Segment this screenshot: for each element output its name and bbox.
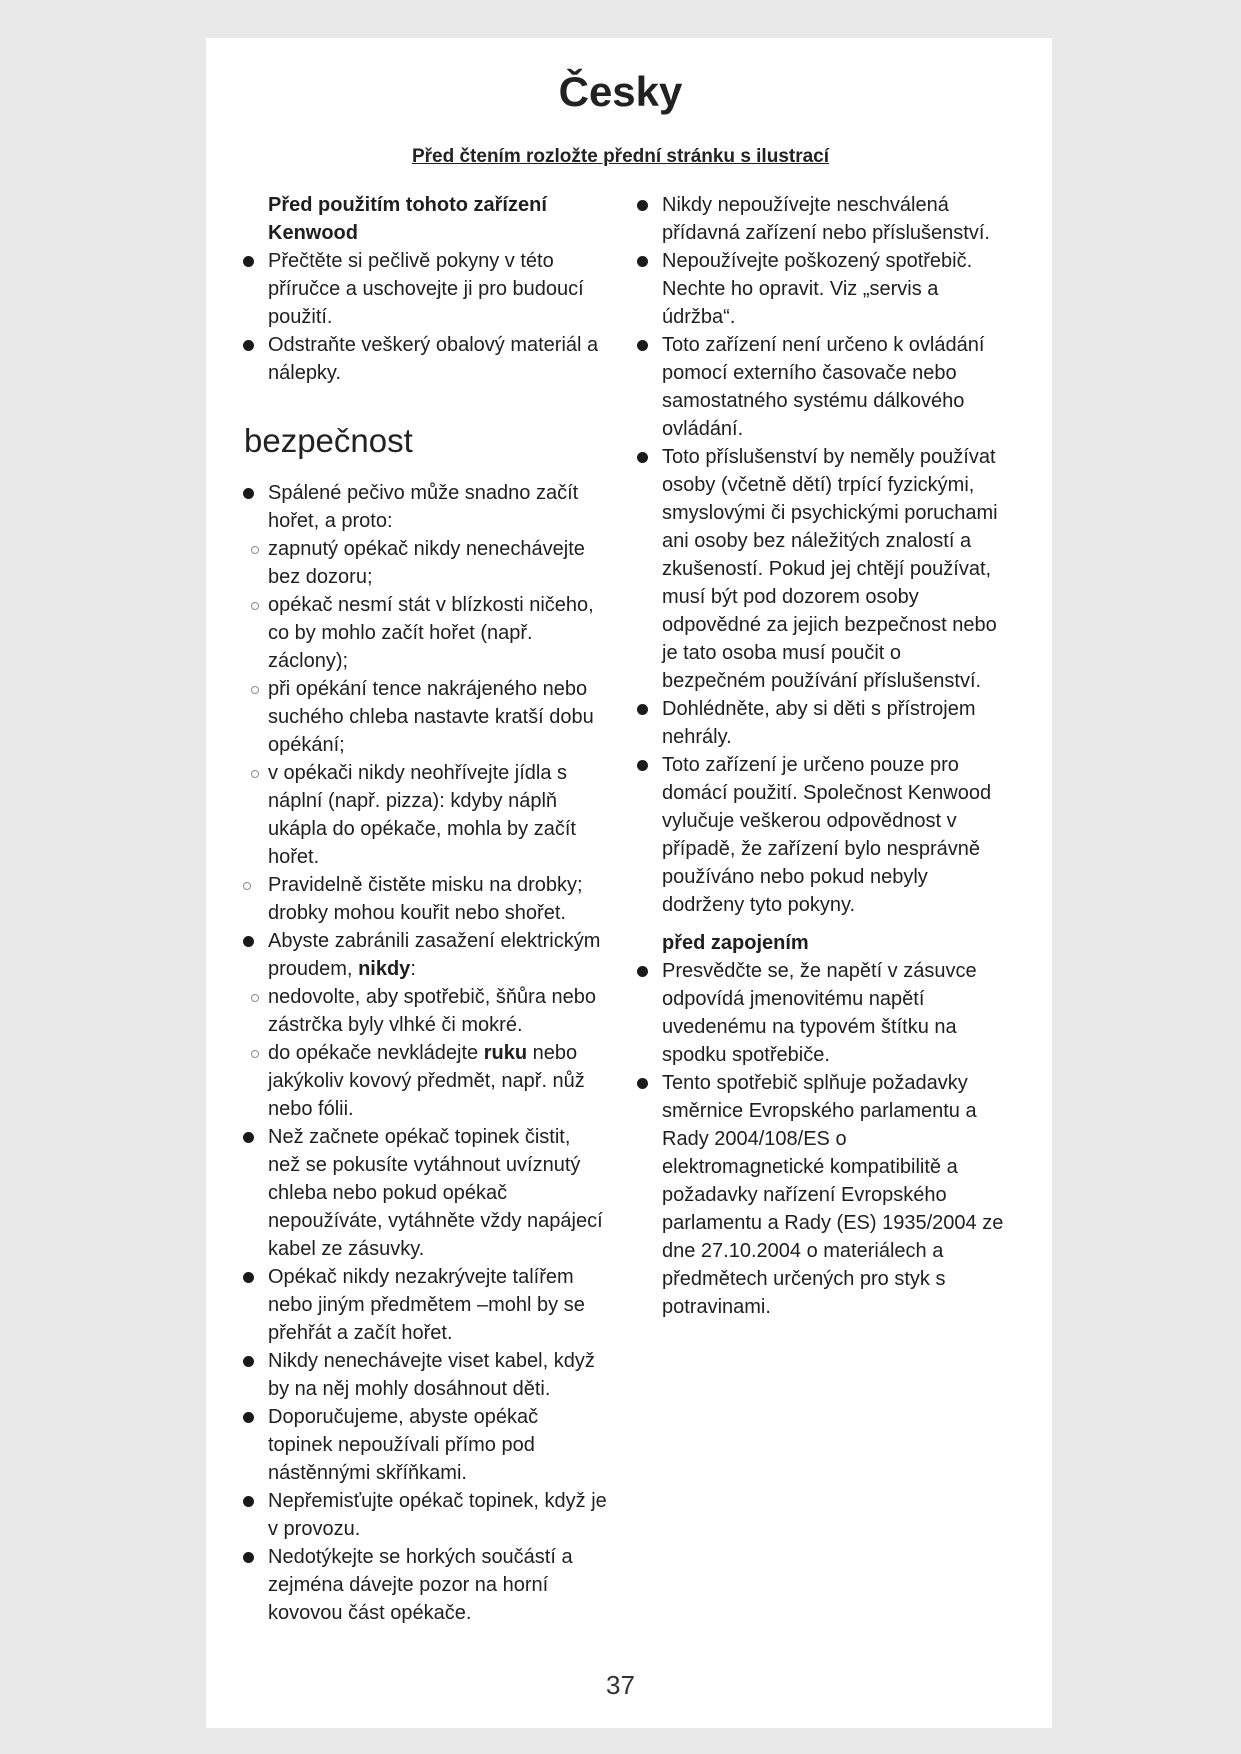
list-item: Nepřemisťujte opékač topinek, když je v provozu. [268,1487,608,1543]
emphasis-text: ruku [483,1042,528,1064]
intro-heading: Před použitím tohoto zařízení Kenwood [268,194,547,244]
list-item: Opékač nikdy nezakrývejte talířem nebo jiným předmětem –mohl by se přehřát a začít hořet. [268,1263,608,1347]
right-column [662,191,1004,1321]
page-number: 37 [606,1670,635,1700]
emphasis-text: nikdy [358,958,411,980]
list-item: Doporučujeme, abyste opékač topinek nepoužívali přímo pod nástěnnými skříňkami. [268,1403,608,1487]
intro-list [268,247,608,387]
sub-list-item: zapnutý opékač nikdy nenechávejte bez dozoru; [268,535,608,591]
page-subtitle: Před čtením rozložte přední stránku s ilustrací [411,146,830,167]
list-item: Presvědčte se, že napětí v zásuvce odpovídá jmenovitému napětí uvedenému na typovém štítku na spodku spotřebiče. [662,957,1004,1069]
list-item: Dohlédněte, aby si děti s přístrojem nehrály. [662,695,1004,751]
list-item: Toto zařízení není určeno k ovládání pomocí externího časovače nebo samostatného systému dálkového ovládání. [662,331,1004,443]
list-item: Nedotýkejte se horkých součástí a zejména dávejte pozor na horní kovovou část opékače. [268,1543,608,1627]
left-column [244,191,608,1627]
connect-heading: před zapojením [662,932,809,954]
list-item: Přečtěte si pečlivě pokyny v této příručce a uschovejte ji pro budoucí použití. [268,247,608,331]
safety-heading: bezpečnost [244,422,413,459]
connect-list [662,957,1004,1321]
page-title: Česky [558,68,683,115]
safety-list [268,479,608,1627]
list-item: Toto příslušenství by neměly používat osoby (včetně dětí) trpící fyzickými, smyslovými či psychickými poruchami ani osoby bez náležitých znalostí a zkušeností. Pokud jej chtějí používat, musí být pod dozorem osoby odpovědné za jejich bezpečnost nebo je tato osoba musí poučit o bezpečném používání příslušenství. [662,443,1004,695]
sub-list-item: opékač nesmí stát v blízkosti ničeho, co by mohlo začít hořet (např. záclony); [268,591,608,675]
sub-list-item: v opékači nikdy neohřívejte jídla s náplní (např. pizza): kdyby náplň ukápla do opékače, mohla by začít hořet. [268,759,608,871]
list-item: Nikdy nepoužívejte neschválená přídavná zařízení nebo příslušenství. [662,191,1004,247]
sub-list-item: nedovolte, aby spotřebič, šňůra nebo zástrčka byly vlhké či mokré. [268,983,608,1039]
safety-list-continued [662,191,1004,919]
text-segment: Abyste zabránili zasažení elektrickým proudem, [268,930,601,980]
list-item: Toto zařízení je určeno pouze pro domácí použití. Společnost Kenwood vylučuje veškerou odpovědnost v případě, že zařízení bylo nesprávně používáno nebo pokud nebyly dodrženy tyto pokyny. [662,751,1004,919]
list-item: Spálené pečivo může snadno začít hořet, a proto: [268,479,608,535]
sub-list-item: při opékání tence nakrájeného nebo suchého chleba nastavte kratší dobu opékání; [268,675,608,759]
list-item [268,927,608,983]
list-item: Než začnete opékač topinek čistit, než se pokusíte vytáhnout uvíznutý chleba nebo pokud opékač nepoužíváte, vytáhněte vždy napájecí kabel ze zásuvky. [268,1123,608,1263]
list-item: Tento spotřebič splňuje požadavky směrnice Evropského parlamentu a Rady 2004/108/ES o elektromagnetické kompatibilitě a požadavky nařízení Evropského parlamentu a Rady (ES) 1935/2004 ze dne 27.10.2004 o materiálech a předmětech určených pro styk s potravinami. [662,1069,1004,1321]
text-segment: : [410,958,416,980]
text-segment: do opékače nevkládejte [268,1042,484,1064]
list-item: Pravidelně čistěte misku na drobky; drobky mohou kouřit nebo shořet. [268,871,608,927]
list-item: Nikdy nenechávejte viset kabel, když by na něj mohly dosáhnout děti. [268,1347,608,1403]
list-item: Odstraňte veškerý obalový materiál a nálepky. [268,331,608,387]
sub-list-item [268,1039,608,1123]
text-segment: nebo jakýkoliv kovový předmět, např. nůž nebo fólii. [268,1042,585,1120]
list-item: Nepoužívejte poškozený spotřebič. Nechte ho opravit. Viz „servis a údržba“. [662,247,1004,331]
